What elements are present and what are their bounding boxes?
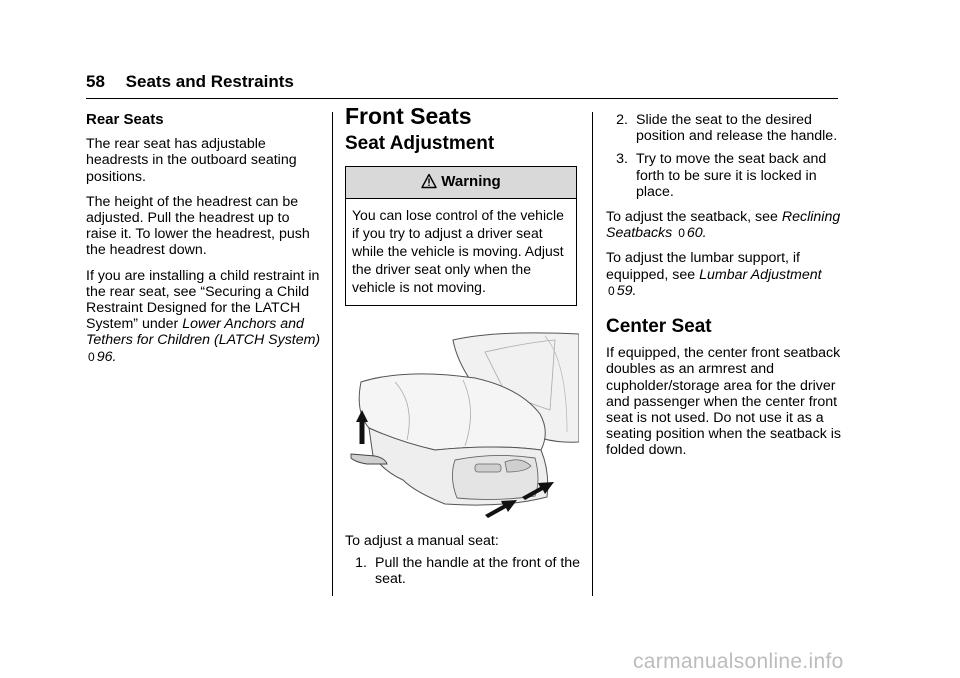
seat-illustration [345,332,579,520]
section-title: Seats and Restraints [125,72,294,91]
rear-seats-p3 [86,268,322,365]
seat-adjustment-heading: Seat Adjustment [345,133,495,155]
rear-seats-p3-text: If you are installing a child restraint in the rear seat, see “Securing a Child Restraint Designed for the LATCH System” under [86,267,320,333]
rear-seats-p1: The rear seat has adjustable headrests in the outboard seating positions. [86,136,297,185]
middle-column [345,103,581,306]
step-3-text: Try to move the seat back and forth to be sure it is locked in place. [636,151,827,200]
step-1-number: 1. [355,555,367,572]
page-ref-icon: 0 [88,349,95,364]
warning-box [345,166,577,305]
seatback-text: To adjust the seatback, see [606,209,782,226]
center-seat-body: If equipped, the center front seatback doubles as an armrest and cupholder/storage area for the driver and passenger when the center front seat is not used. Do not use it as a seating position when the seatback is folded down. [606,345,842,459]
latch-link[interactable]: Lower Anchors and Tethers for Children (LATCH System) [86,316,321,349]
reclining-seatbacks-link[interactable]: Reclining Seatbacks [606,209,841,242]
reclining-page-ref[interactable]: 60. [686,225,707,242]
warning-title-bar [346,167,576,198]
step-2-text: Slide the seat to the desired position and release the handle. [636,112,838,145]
step-2 [606,112,842,144]
step-1-text: Pull the handle at the front of the seat. [375,555,581,588]
warning-icon [421,173,437,189]
step-2-number: 2. [616,112,628,128]
center-seat-heading: Center Seat [606,316,712,338]
left-column [86,112,322,374]
rear-seats-heading: Rear Seats [86,111,164,128]
front-seats-title: Front Seats [345,103,472,129]
latch-page-ref[interactable]: 96. [96,348,117,365]
step-1 [345,555,581,587]
warning-body: You can lose control of the vehicle if you try to adjust a driver seat while the vehicle is moving. Adjust the driver seat only when the vehicle is not moving. [352,206,564,295]
page-ref-icon: 0 [678,226,685,241]
lumbar-page-ref[interactable]: 59. [616,282,637,299]
column-divider-left [332,112,333,596]
page-header [86,72,294,92]
header-rule [86,98,838,99]
lumbar-paragraph [606,250,842,299]
lumbar-adjustment-link[interactable]: Lumbar Adjustment [699,266,822,283]
lumbar-text: To adjust the lumbar support, if equipped, see [606,250,800,283]
seatback-paragraph [606,209,842,241]
manual-seat-intro: To adjust a manual seat: [345,533,499,549]
page-ref-icon: 0 [608,283,615,298]
warning-title: Warning [441,173,501,191]
step-3-number: 3. [616,151,628,168]
step-3 [606,151,842,200]
rear-seats-p2: The height of the headrest can be adjusted. Pull the headrest up to raise it. To lower the headrest, push the headrest down. [86,193,310,259]
manual-seat-steps [345,533,581,595]
right-column [606,112,842,468]
watermark: carmanualsonline.info [633,650,844,673]
column-divider-right [592,112,593,596]
page-number: 58 [86,72,105,91]
